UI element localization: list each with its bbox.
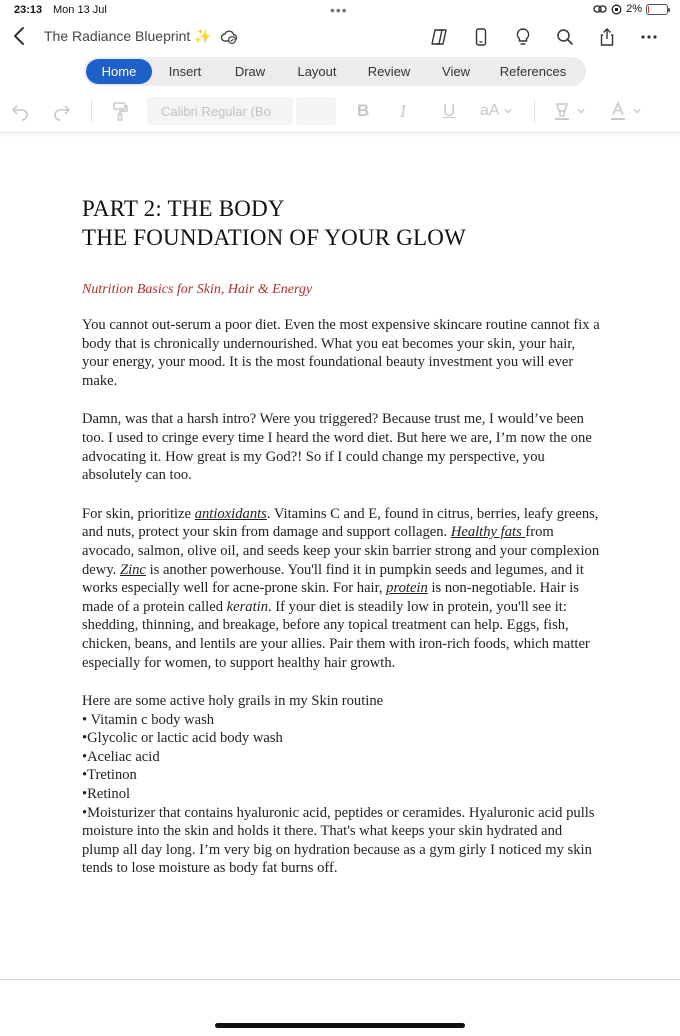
status-right (593, 3, 668, 15)
tab-view[interactable]: View (442, 64, 470, 79)
font-name-value: Calibri Regular (Bo (161, 103, 271, 119)
keyword-healthy-fats: Healthy fats (450, 524, 526, 541)
redo-button[interactable] (52, 101, 72, 121)
share-button[interactable] (586, 24, 628, 50)
back-icon[interactable] (10, 24, 30, 48)
text-run: . If your diet is steadily low in protein, you'll see it: shedding, thinning, and breakage, before any topical treatment can help. Eggs, fish, chicken, beans, and lentils are your allies. Pair them with iron-rich foods, which matter especially for women, to support healthy hair growth. (82, 598, 590, 671)
list-item: •Aceliac acid (82, 748, 160, 765)
search-button[interactable] (544, 24, 586, 50)
format-painter-icon (110, 101, 130, 121)
cloud-sync-icon[interactable] (220, 28, 238, 46)
section-subheading: Nutrition Basics for Skin, Hair & Energy (82, 282, 313, 297)
lightbulb-icon (513, 27, 533, 47)
list-intro: Here are some active holy grails in my Skin routine (82, 693, 384, 710)
battery-fill (648, 6, 649, 13)
chevron-down-icon (503, 106, 513, 116)
list-item: •Retinol (82, 786, 131, 803)
tab-references[interactable]: References (499, 64, 567, 79)
list-item: • Vitamin c body wash (82, 711, 215, 728)
toolbar-divider (534, 100, 535, 122)
highlighter-icon (552, 101, 572, 121)
text-size-label: aA (480, 102, 500, 119)
text-run: For skin, prioritize (82, 505, 195, 522)
text-run: is another powerhouse. You'll find it in pumpkin seeds and legumes, and it works especially well for acne-prone skin. For hair, (82, 561, 584, 597)
chevron-down-icon (576, 106, 586, 116)
keyword-zinc: Zinc (119, 561, 146, 578)
bold-button[interactable]: B (357, 101, 370, 120)
font-size-box[interactable] (296, 97, 336, 125)
font-color-icon (608, 101, 628, 121)
paragraph-nutrients (82, 505, 602, 672)
status-bar (0, 0, 680, 22)
text-run: . Vitamins C and E, found in citrus, berries, leafy greens, and nuts, protect your skin from damage and support collagen. (82, 505, 599, 541)
document-title[interactable]: The Radiance Blueprint ✨ (44, 28, 212, 44)
more-button[interactable] (628, 24, 670, 50)
battery-icon (646, 4, 668, 15)
copilot-button[interactable] (418, 24, 460, 50)
keyword-keratin: keratin (226, 598, 268, 615)
page-bottom-divider (0, 979, 680, 980)
copilot-icon (429, 27, 449, 47)
more-icon (639, 27, 659, 47)
highlight-button[interactable] (552, 101, 586, 121)
font-name-box[interactable] (147, 97, 293, 125)
tab-layout[interactable]: Layout (297, 64, 337, 79)
title-bar (0, 22, 680, 52)
search-icon (555, 27, 575, 47)
tab-draw[interactable]: Draw (234, 64, 266, 79)
phone-view-icon (471, 27, 491, 47)
tab-insert[interactable]: Insert (168, 64, 202, 79)
link-icon (593, 4, 607, 14)
underline-button[interactable]: U (443, 101, 456, 120)
share-icon (597, 27, 617, 47)
document-body[interactable] (82, 194, 602, 878)
font-color-button[interactable] (608, 101, 642, 121)
redo-icon (52, 101, 72, 121)
formatting-toolbar (0, 92, 680, 130)
orientation-lock-icon (611, 4, 622, 15)
battery-percent: 2% (626, 3, 642, 15)
ideas-button[interactable] (502, 24, 544, 50)
tab-home[interactable]: Home (86, 59, 152, 84)
ribbon-tabs (84, 57, 586, 86)
format-painter-button[interactable] (110, 101, 130, 121)
status-time: 23:13 (14, 4, 43, 16)
toolbar-shadow (0, 131, 680, 137)
undo-button[interactable] (10, 101, 30, 121)
phone-view-button[interactable] (460, 24, 502, 50)
list-item: •Glycolic or lactic acid body wash (82, 730, 283, 747)
italic-button[interactable]: I (400, 100, 406, 121)
list-item: •Moisturizer that contains hyaluronic acid, peptides or ceramides. Hyaluronic acid pulls moisture into the skin and holds it there. That's what keeps your skin hydrated and plump all day long. I’m very big on hydration because as a gym girly I noticed my skin tends to lose moisture as body fat burns off. (82, 804, 595, 877)
multitasking-dots[interactable]: ••• (330, 2, 348, 18)
keyword-antioxidants: antioxidants (194, 505, 267, 522)
list-item: •Tretinon (82, 767, 137, 784)
home-indicator[interactable] (215, 1023, 465, 1028)
paragraph-intro: You cannot out-serum a poor diet. Even the most expensive skincare routine cannot fix a body that is chronically undernourished. What you eat becomes your skin, your hair, your energy, your mood. It is the most foundational beauty investment you will ever make. (82, 317, 600, 389)
page-heading (82, 194, 602, 252)
chevron-down-icon (632, 106, 642, 116)
text-run: from avocado, salmon, olive oil, and seeds keep your skin barrier strong and your complexion dewy. (82, 524, 600, 578)
routine-list (82, 692, 602, 878)
keyword-protein: protein (386, 580, 428, 597)
text-run: is non-negotiable. Hair is made of a protein called (82, 580, 579, 615)
document-page[interactable] (0, 140, 680, 980)
text-size-button[interactable] (480, 102, 513, 120)
tab-review[interactable]: Review (367, 64, 411, 79)
paragraph-triggered: Damn, was that a harsh intro? Were you triggered? Because trust me, I would’ve been too. I used to cringe every time I heard the word diet. But here we are, I’m now the one advocating it. How great is my God?! So if I could change my perspective, you absolutely can too. (82, 411, 592, 484)
toolbar-divider (91, 100, 92, 122)
heading-line-1: PART 2: THE BODY (82, 196, 285, 221)
status-date: Mon 13 Jul (53, 4, 107, 16)
undo-icon (10, 101, 30, 121)
title-actions (418, 24, 670, 50)
heading-line-2: THE FOUNDATION OF YOUR GLOW (82, 225, 467, 250)
